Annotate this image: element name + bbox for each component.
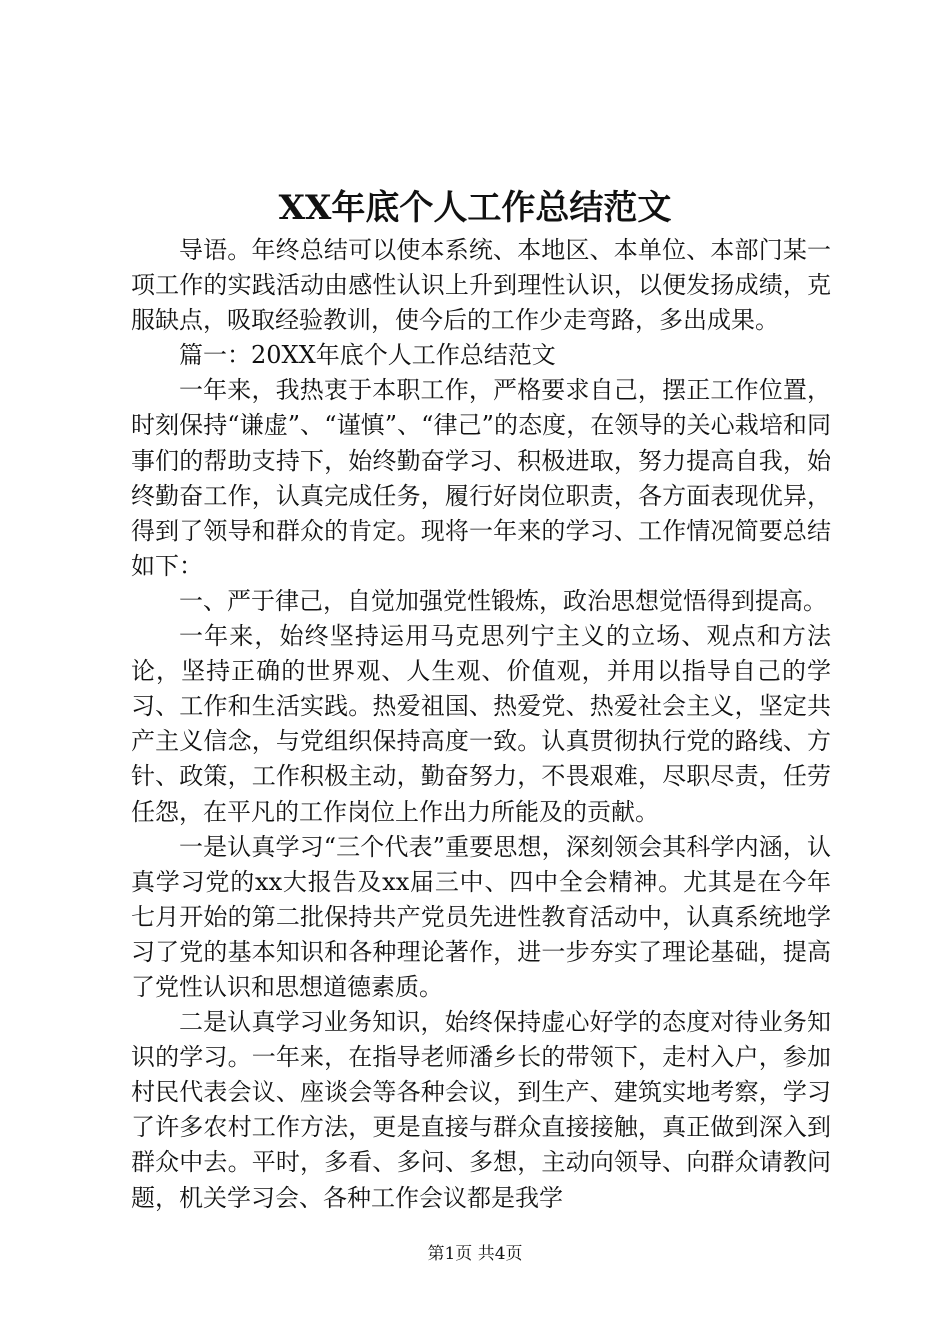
document-body: [131, 233, 831, 1216]
paragraph-study-business: 二是认真学习业务知识，始终保持虚心好学的态度对待业务知识的学习。一年来，在指导老师潘乡长的带领下，走村入户，参加村民代表会议、座谈会等各种会议，到生产、建筑实地考察，学习了许多农村工作方法，更是直接与群众直接接触，真正做到深入到群众中去。平时，多看、多问、多想，主动向领导、向群众请教问题，机关学习会、各种工作会议都是我学: [131, 1008, 831, 1212]
page-footer: 第1页 共4页: [427, 1244, 523, 1264]
document-title: XX年底个人工作总结范文: [278, 188, 672, 228]
section-heading: 篇一：20XX年底个人工作总结范文: [179, 341, 556, 370]
paragraph-intro: 导语。年终总结可以使本系统、本地区、本单位、本部门某一项工作的实践活动由感性认识上升到理性认识，以便发扬成绩，克服缺点，吸取经验教训，使今后的工作少走弯路，多出成果。: [131, 236, 831, 335]
paragraph-overview: 一年来，我热衷于本职工作，严格要求自己，摆正工作位置，时刻保持“谦虚”、“谨慎”、“律己”的态度，在领导的关心栽培和同事们的帮助支持下，始终勤奋学习、积极进取，努力提高自我，始终勤奋工作，认真完成任务，履行好岗位职责，各方面表现优异，得到了领导和群众的肯定。现将一年来的学习、工作情况简要总结如下：: [131, 376, 831, 580]
paragraph-study-theory: 一是认真学习“三个代表”重要思想，深刻领会其科学内涵，认真学习党的xx大报告及xx届三中、四中全会精神。尤其是在今年七月开始的第二批保持共产党员先进性教育活动中，认真系统地学习了党的基本知识和各种理论著作，进一步夯实了理论基础，提高了党性认识和思想道德素质。: [131, 832, 831, 1001]
subheading-self-discipline: 一、严于律己，自觉加强党性锻炼，政治思想觉悟得到提高。: [179, 586, 827, 615]
paragraph-ideology: 一年来，始终坚持运用马克思列宁主义的立场、观点和方法论，坚持正确的世界观、人生观、价值观，并用以指导自己的学习、工作和生活实践。热爱祖国、热爱党、热爱社会主义，坚定共产主义信念，与党组织保持高度一致。认真贯彻执行党的路线、方针、政策，工作积极主动，勤奋努力，不畏艰难，尽职尽责，任劳任怨，在平凡的工作岗位上作出力所能及的贡献。: [131, 622, 831, 826]
